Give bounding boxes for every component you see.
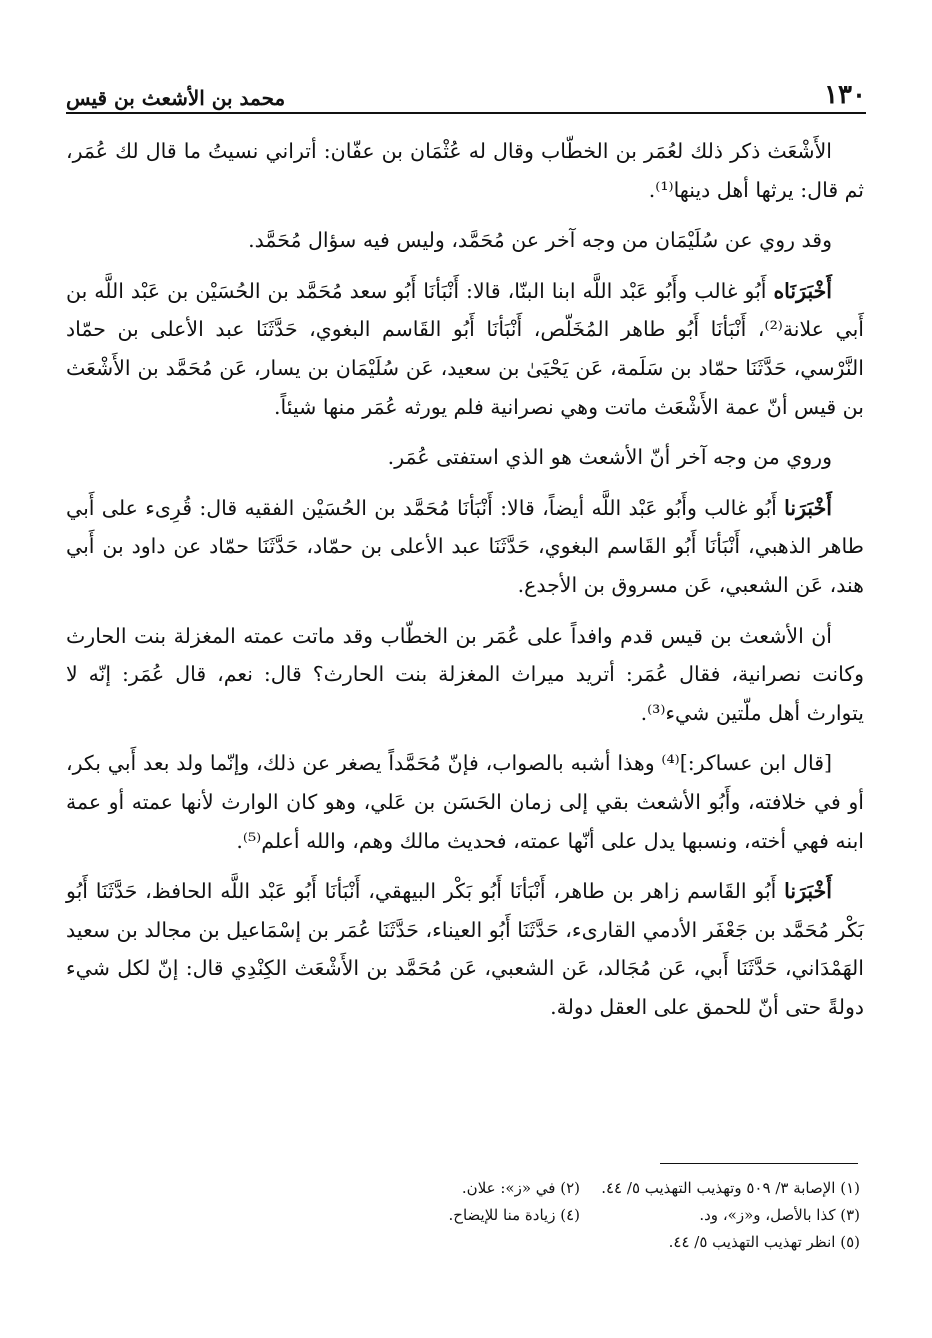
paragraph (66, 132, 864, 209)
main-text (66, 132, 864, 1038)
paragraph (66, 489, 864, 605)
paragraph-text: وقد روي عن سُلَيْمَان من وجه آخر عن مُحَمَّد، وليس فيه سؤال مُحَمَّد. (248, 228, 832, 253)
page-number: ١٣٠ (824, 80, 866, 110)
paragraph (66, 872, 864, 1026)
paragraph-text: أَبُو غالب وأَبُو عَبْد اللَّه ابنا البنّا، قالا: أَنْبَأنَا أَبُو سعد مُحَمَّد بن الحُسَيْن بن عَبْد اللَّه بن أَبي علانة⁽²⁾، أَنْبَأنَا أَبُو طاهر المُخَلّص، أَنْبَأنَا أَبُو القَاسم البغوي، حَدَّثَنَا عبد الأعلى بن حمّاد النَّرْسي، حَدَّثَنَا حمّاد بن سَلَمة، عَن يَحْيَىٰ بن سعيد، عَن سُلَيْمَان بن يسار، عَن مُحَمَّد بن الأَشْعَث بن قيس أنّ عمة الأَشْعَث ماتت وهي نصرانية فلم يورثه عُمَر منها شيئاً. (66, 278, 865, 419)
footnote-item: (٢) في «ز»: علان. (461, 1179, 580, 1197)
paragraph-text: أَبُو غالب وأَبُو عَبْد اللَّه أيضاً، قالا: أَنْبَأنَا مُحَمَّد بن الحُسَيْن الفقيه قال: قُرِىء على أَبي طاهر الذهبي، أَنْبَأنَا أَبُو القَاسم البغوي، حَدَّثَنَا عبد الأعلى بن حمّاد، حَدَّثَنَا حمّاد عن داود بن أَبي هند، عَن الشعبي، عَن مسروق بن الأجدع. (66, 495, 864, 597)
header-divider (66, 112, 866, 114)
paragraph-lead-word: أَخْبَرَنَاه (773, 278, 832, 303)
running-title: محمد بن الأشعث بن قيس (66, 86, 286, 110)
paragraph-text: الأَشْعَث ذكر ذلك لعُمَر بن الخطّاب وقال له عُثْمَان بن عفّان: أتراني نسيتُ ما قال لك عُمَر، ثم قال: يرثها أهل دينها⁽¹⁾. (66, 139, 864, 202)
footnote-item: (١) الإصابة ٣/ ٥٠٩ وتهذيب التهذيب ٥/ ٤٤. (601, 1179, 860, 1197)
paragraph (66, 272, 864, 426)
footnote-divider (660, 1163, 858, 1164)
paragraph (66, 744, 864, 860)
footnotes (300, 1175, 860, 1256)
page-header (66, 68, 866, 108)
paragraph (66, 617, 864, 733)
footnote-row (300, 1202, 860, 1229)
paragraph-text: [قال ابن عساكر:]⁽⁴⁾ وهذا أشبه بالصواب، فإنّ مُحَمَّداً يصغر عن ذلك، وإنّما ولد بعد أَبي بكر، أو في خلافته، وأَبُو الأشعث بقي إلى زمان الحَسَن بن عَلي، وهو كان الوارث لأنها عمته أو عمة ابنه فهي أخته، ونسبها يدل على أنّها عمته، فحديث مالك وهم، والله أعلم⁽⁵⁾. (66, 751, 864, 853)
footnote-item: (٥) انظر تهذيب التهذيب ٥/ ٤٤. (668, 1233, 860, 1251)
paragraph-text: وروي من وجه آخر أنّ الأشعث هو الذي استفتى عُمَر. (387, 445, 832, 470)
footnote-item: (٣) كذا بالأصل، و«ز»، ود. (699, 1206, 860, 1224)
paragraph-lead-word: أَخْبَرَنا (784, 879, 832, 904)
paragraph (66, 438, 864, 477)
paragraph-text: أن الأشعث بن قيس قدم وافداً على عُمَر بن الخطّاب وقد ماتت عمته المغزلة بنت الحارث وكانت نصرانية، فقال عُمَر: أتريد ميراث المغزلة بنت الحارث؟ قال: نعم، قال عُمَر: إنّه لا يتوارث أهل ملّتين شيء⁽³⁾. (66, 623, 864, 725)
footnote-row (300, 1175, 860, 1202)
footnote-row (300, 1229, 860, 1256)
paragraph-lead-word: أَخْبَرَنا (784, 495, 832, 520)
footnote-item: (٤) زيادة منا للإيضاح. (448, 1206, 580, 1224)
paragraph (66, 221, 864, 260)
paragraph-text: أَبُو القَاسم زاهر بن طاهر، أَنْبَأنَا أَبُو بَكْر البيهقي، أَنْبَأنَا أَبُو عَبْد اللَّه الحافظ، حَدَّثَنَا أَبُو بَكْر مُحَمَّد بن جَعْفَر الأدمي القارىء، حَدَّثَنَا أَبُو العيناء، حَدَّثَنَا عُمَر بن إسْمَاعيل بن مجالد بن سعيد الهَمْدَاني، حَدَّثَنَا أَبي، عَن مُجَالد، عَن الشعبي، عَن مُحَمَّد بن الأَشْعَث الكِنْدِي قال: إنّ لكل شيء دولةً حتى أنّ للحمق على العقل دولة. (66, 879, 864, 1019)
